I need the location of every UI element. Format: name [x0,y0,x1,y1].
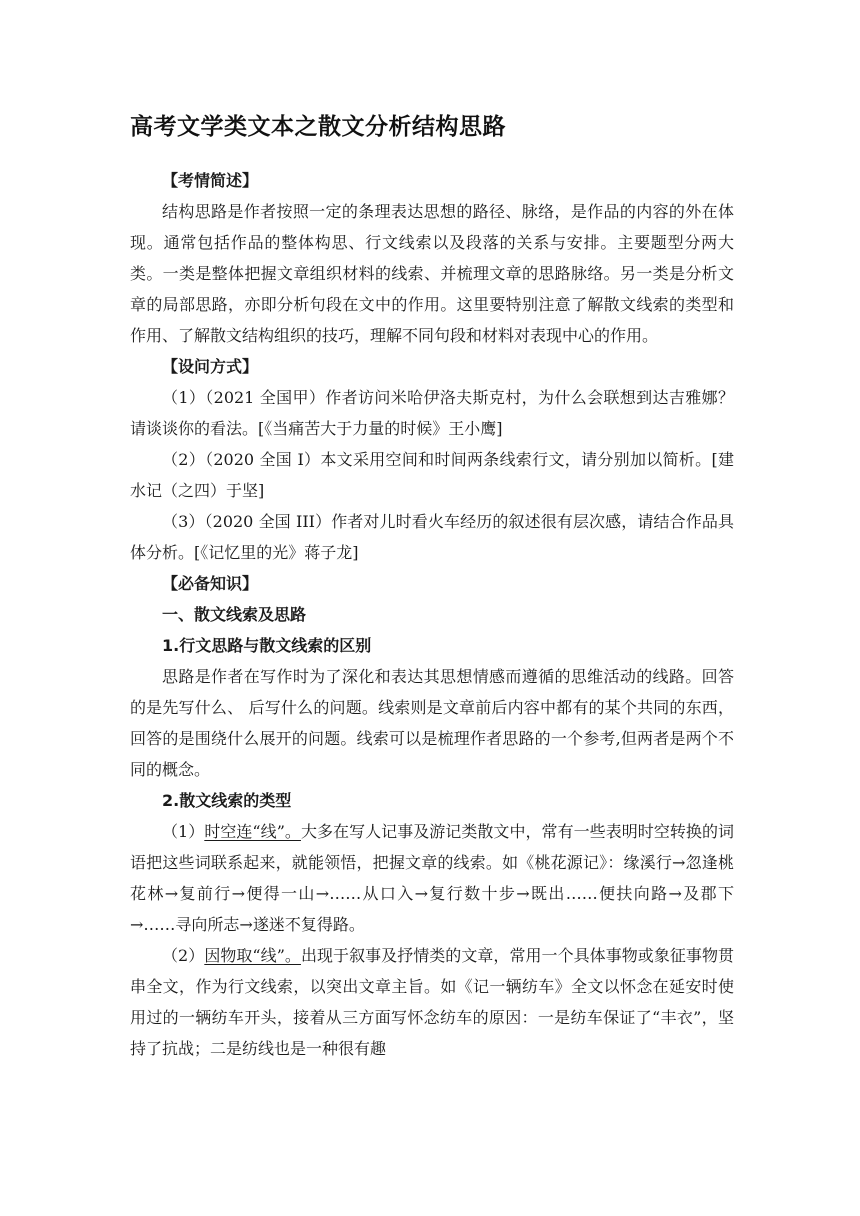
section-heading-kaoqing: 【考情简述】 [162,171,259,190]
question-1: （1）（2021 全国甲）作者访问米哈伊洛夫斯克村，为什么会联想到达吉雅娜？请谈谈你的看法。[《当痛苦大于力量的时候》王小鹰] [130,388,734,438]
subheading-clue-and-thought: 一、散文线索及思路 [162,605,307,624]
question-3: （3）（2020 全国 III）作者对儿时看火车经历的叙述很有层次感，请结合作品具体分析。[《记忆里的光》蒋子龙] [130,512,734,562]
clue-type-2-number: （2） [162,946,205,965]
clue-type-2-term: 因物取“线”。 [204,946,301,965]
document-title: 高考文学类文本之散文分析结构思路 [130,114,506,140]
subheading-clue-types: 2.散文线索的类型 [162,791,292,810]
section-heading-shewen: 【设问方式】 [162,357,259,376]
difference-paragraph: 思路是作者在写作时为了深化和表达其思想情感而遵循的思维活动的线路。回答的是先写什么、 后写什么的问题。线索则是文章前后内容中都有的某个共同的东西，回答的是围绕什么展开的问题。线索可以是梳理作者思路的一个参考,但两者是两个不同的概念。 [130,667,734,779]
subheading-difference: 1.行文思路与散文线索的区别 [162,636,372,655]
clue-type-2 [130,940,734,1064]
clue-type-1-number: （1） [162,822,205,841]
document-body [130,165,734,1064]
section-heading-bibei: 【必备知识】 [162,574,259,593]
clue-type-2-body: 出现于叙事及抒情类的文章，常用一个具体事物或象征事物贯串全文，作为行文线索，以突出文章主旨。如《记一辆纺车》全文以怀念在延安时使用过的一辆纺车开头，接着从三方面写怀念纺车的原因：一是纺车保证了“丰衣”，坚持了抗战；二是纺线也是一种很有趣 [130,946,734,1058]
kaoqing-paragraph: 结构思路是作者按照一定的条理表达思想的路径、脉络，是作品的内容的外在体现。通常包括作品的整体构思、行文线索以及段落的关系与安排。主要题型分两大类。一类是整体把握文章组织材料的线索、并梳理文章的思路脉络。另一类是分析文章的局部思路，亦即分析句段在文中的作用。这里要特别注意了解散文线索的类型和作用、了解散文结构组织的技巧，理解不同句段和材料对表现中心的作用。 [130,202,734,345]
clue-type-1 [130,816,734,940]
clue-type-1-body: 大多在写人记事及游记类散文中，常有一些表明时空转换的词语把这些词联系起来，就能领悟，把握文章的线索。如《桃花源记》：缘溪行→忽逢桃花林→复前行→便得一山→……从口入→复行数十步→既出……便扶向路→及郡下→……寻向所志→遂迷不复得路。 [130,822,734,934]
question-2: （2）（2020 全国 I）本文采用空间和时间两条线索行文，请分别加以简析。[建水记（之四）于坚] [130,450,734,500]
clue-type-1-term: 时空连“线”。 [204,822,301,841]
